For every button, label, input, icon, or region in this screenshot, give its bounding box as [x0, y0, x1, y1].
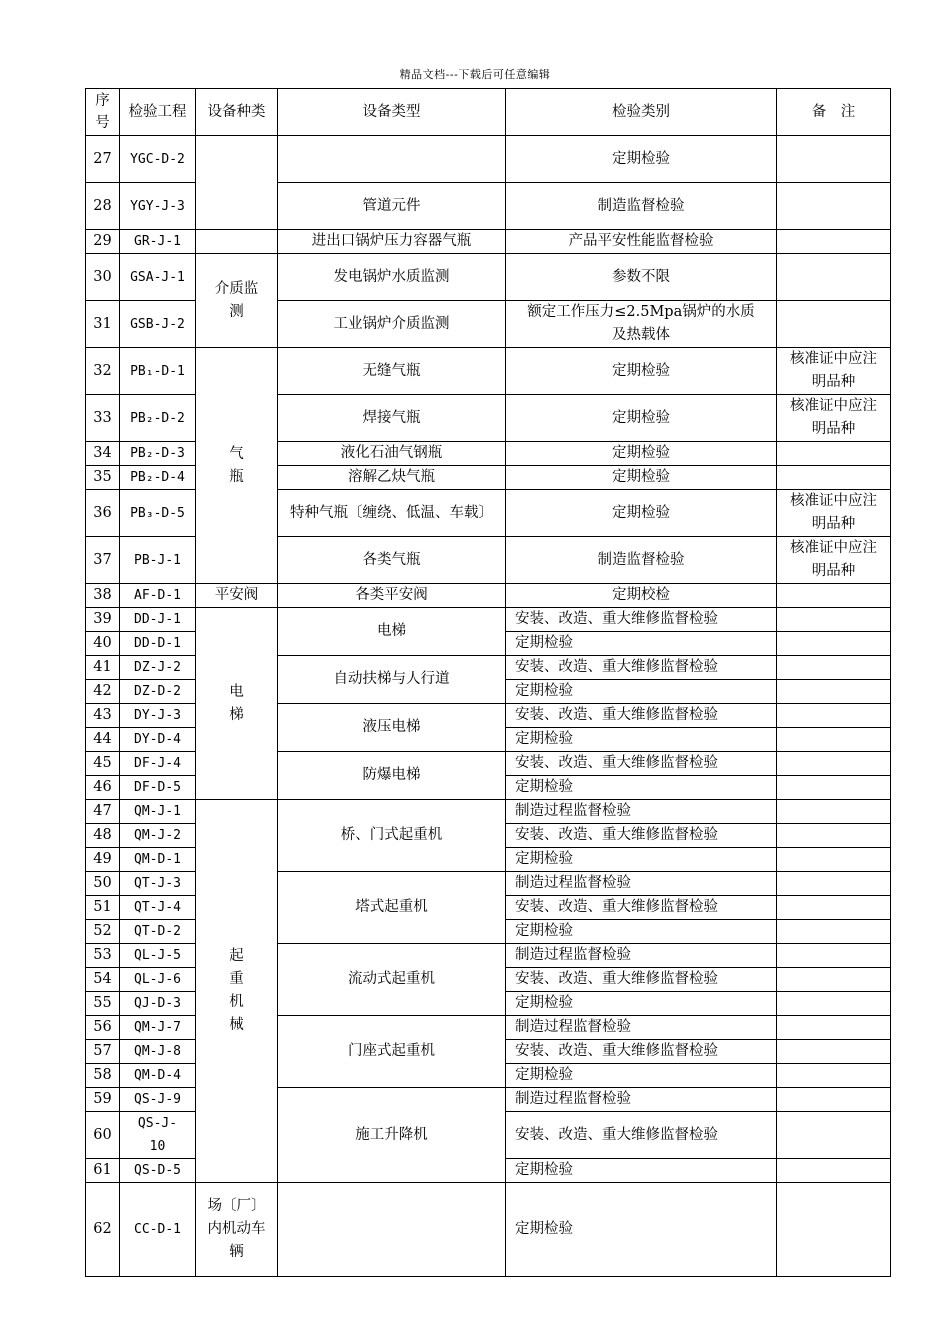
type-cell: 各类气瓶	[278, 537, 506, 584]
code-cell: QM-D-4	[120, 1064, 196, 1088]
seq-cell: 37	[86, 537, 120, 584]
table-header-row	[86, 89, 891, 136]
code-cell: PB₃-D-5	[120, 490, 196, 537]
seq-cell: 47	[86, 800, 120, 824]
remark-cell	[777, 466, 891, 490]
category-cell: 参数不限	[506, 254, 777, 301]
code-cell: GSA-J-1	[120, 254, 196, 301]
remark-cell	[777, 944, 891, 968]
code-cell: QT-J-4	[120, 896, 196, 920]
seq-cell: 27	[86, 136, 120, 183]
seq-cell: 34	[86, 442, 120, 466]
remark-cell	[777, 800, 891, 824]
category-cell: 制造过程监督检验	[506, 872, 777, 896]
category-cell: 安装、改造、重大维修监督检验	[506, 608, 777, 632]
category-cell: 定期检验	[506, 466, 777, 490]
category-cell: 安装、改造、重大维修监督检验	[506, 656, 777, 680]
seq-cell: 30	[86, 254, 120, 301]
category-cell: 制造过程监督检验	[506, 944, 777, 968]
seq-cell: 31	[86, 301, 120, 348]
remark-cell	[777, 1112, 891, 1159]
type-cell: 门座式起重机	[278, 1016, 506, 1088]
remark-cell: 核准证中应注明品种	[777, 537, 891, 584]
category-cell: 定期检验	[506, 632, 777, 656]
code-cell: DZ-J-2	[120, 656, 196, 680]
type-cell: 塔式起重机	[278, 872, 506, 944]
remark-cell	[777, 848, 891, 872]
type-cell: 发电锅炉水质监测	[278, 254, 506, 301]
remark-cell	[777, 1040, 891, 1064]
col-header-code: 检验工程	[120, 89, 196, 136]
category-cell: 定期校检	[506, 584, 777, 608]
type-cell: 电梯	[278, 608, 506, 656]
remark-cell	[777, 301, 891, 348]
kind-cell-medium: 介质监测	[196, 254, 278, 348]
category-cell: 安装、改造、重大维修监督检验	[506, 752, 777, 776]
code-cell: PB₂-D-3	[120, 442, 196, 466]
kind-cell-elevator: 电梯	[196, 608, 278, 800]
kind-cell-vehicle: 场〔厂〕内机动车辆	[196, 1183, 278, 1277]
category-cell: 制造过程监督检验	[506, 800, 777, 824]
seq-cell: 35	[86, 466, 120, 490]
type-cell: 管道元件	[278, 183, 506, 230]
seq-cell: 59	[86, 1088, 120, 1112]
code-cell: DD-D-1	[120, 632, 196, 656]
remark-cell: 核准证中应注明品种	[777, 348, 891, 395]
code-cell: PB-J-1	[120, 537, 196, 584]
remark-cell	[777, 728, 891, 752]
remark-cell	[777, 1088, 891, 1112]
remark-cell	[777, 1159, 891, 1183]
category-cell: 定期检验	[506, 920, 777, 944]
remark-cell	[777, 230, 891, 254]
seq-cell: 36	[86, 490, 120, 537]
code-cell: QT-J-3	[120, 872, 196, 896]
remark-cell	[777, 704, 891, 728]
remark-cell	[777, 632, 891, 656]
code-cell: QL-J-5	[120, 944, 196, 968]
code-cell: DY-J-3	[120, 704, 196, 728]
category-cell: 定期检验	[506, 136, 777, 183]
remark-cell	[777, 968, 891, 992]
kind-cell-crane: 起重机械	[196, 800, 278, 1183]
table-row	[86, 584, 891, 608]
inspection-table	[85, 88, 891, 1277]
seq-cell: 33	[86, 395, 120, 442]
col-header-kind: 设备种类	[196, 89, 278, 136]
type-cell	[278, 1183, 506, 1277]
code-cell: QM-J-7	[120, 1016, 196, 1040]
category-cell: 安装、改造、重大维修监督检验	[506, 896, 777, 920]
type-cell: 自动扶梯与人行道	[278, 656, 506, 704]
code-cell: YGC-D-2	[120, 136, 196, 183]
code-cell: AF-D-1	[120, 584, 196, 608]
type-cell: 特种气瓶〔缠绕、低温、车载〕	[278, 490, 506, 537]
kind-cell	[196, 230, 278, 254]
remark-cell	[777, 136, 891, 183]
category-cell: 定期检验	[506, 395, 777, 442]
category-cell: 制造监督检验	[506, 537, 777, 584]
seq-cell: 61	[86, 1159, 120, 1183]
remark-cell	[777, 752, 891, 776]
table-row	[86, 230, 891, 254]
kind-cell	[196, 136, 278, 230]
code-cell: DD-J-1	[120, 608, 196, 632]
type-cell: 焊接气瓶	[278, 395, 506, 442]
seq-cell: 38	[86, 584, 120, 608]
type-cell: 液压电梯	[278, 704, 506, 752]
seq-cell: 55	[86, 992, 120, 1016]
category-cell: 产品平安性能监督检验	[506, 230, 777, 254]
seq-cell: 57	[86, 1040, 120, 1064]
category-cell: 定期检验	[506, 680, 777, 704]
seq-cell: 28	[86, 183, 120, 230]
col-header-remark: 备 注	[777, 89, 891, 136]
remark-cell	[777, 776, 891, 800]
category-cell: 定期检验	[506, 728, 777, 752]
code-cell: QM-D-1	[120, 848, 196, 872]
remark-cell: 核准证中应注明品种	[777, 490, 891, 537]
type-cell: 进出口锅炉压力容器气瓶	[278, 230, 506, 254]
col-header-type: 设备类型	[278, 89, 506, 136]
code-cell: QM-J-1	[120, 800, 196, 824]
code-cell: QM-J-8	[120, 1040, 196, 1064]
seq-cell: 62	[86, 1183, 120, 1277]
table-row	[86, 136, 891, 183]
category-cell: 定期检验	[506, 442, 777, 466]
seq-cell: 46	[86, 776, 120, 800]
code-cell: QT-D-2	[120, 920, 196, 944]
category-cell: 制造过程监督检验	[506, 1088, 777, 1112]
type-cell: 施工升降机	[278, 1088, 506, 1183]
remark-cell	[777, 584, 891, 608]
code-cell: QS-J-9	[120, 1088, 196, 1112]
code-cell: CC-D-1	[120, 1183, 196, 1277]
type-cell: 无缝气瓶	[278, 348, 506, 395]
category-cell: 定期检验	[506, 348, 777, 395]
category-cell: 定期检验	[506, 848, 777, 872]
remark-cell	[777, 656, 891, 680]
seq-cell: 43	[86, 704, 120, 728]
code-cell: QS-D-5	[120, 1159, 196, 1183]
seq-cell: 45	[86, 752, 120, 776]
remark-cell: 核准证中应注明品种	[777, 395, 891, 442]
code-cell: QM-J-2	[120, 824, 196, 848]
code-cell: DY-D-4	[120, 728, 196, 752]
remark-cell	[777, 608, 891, 632]
remark-cell	[777, 183, 891, 230]
header-note: 精品文档---下载后可任意编辑	[399, 68, 551, 81]
code-cell: QL-J-6	[120, 968, 196, 992]
table-row	[86, 1183, 891, 1277]
category-cell: 定期检验	[506, 1064, 777, 1088]
category-cell: 定期检验	[506, 490, 777, 537]
code-cell: GR-J-1	[120, 230, 196, 254]
col-header-category: 检验类别	[506, 89, 777, 136]
remark-cell	[777, 1183, 891, 1277]
type-cell: 各类平安阀	[278, 584, 506, 608]
seq-cell: 40	[86, 632, 120, 656]
category-cell: 安装、改造、重大维修监督检验	[506, 1040, 777, 1064]
seq-cell: 48	[86, 824, 120, 848]
col-header-seq: 序号	[86, 89, 120, 136]
seq-cell: 50	[86, 872, 120, 896]
code-cell: QJ-D-3	[120, 992, 196, 1016]
seq-cell: 58	[86, 1064, 120, 1088]
code-cell: GSB-J-2	[120, 301, 196, 348]
remark-cell	[777, 872, 891, 896]
seq-cell: 53	[86, 944, 120, 968]
code-cell: PB₁-D-1	[120, 348, 196, 395]
category-cell: 制造监督检验	[506, 183, 777, 230]
type-cell: 工业锅炉介质监测	[278, 301, 506, 348]
seq-cell: 51	[86, 896, 120, 920]
remark-cell	[777, 442, 891, 466]
remark-cell	[777, 896, 891, 920]
kind-cell-cylinder: 气瓶	[196, 348, 278, 584]
category-cell: 安装、改造、重大维修监督检验	[506, 1112, 777, 1159]
table-row	[86, 800, 891, 824]
type-cell: 溶解乙炔气瓶	[278, 466, 506, 490]
category-cell: 安装、改造、重大维修监督检验	[506, 824, 777, 848]
seq-cell: 44	[86, 728, 120, 752]
code-cell: QS-J-10	[120, 1112, 196, 1159]
seq-cell: 60	[86, 1112, 120, 1159]
category-cell: 安装、改造、重大维修监督检验	[506, 704, 777, 728]
code-cell: PB₂-D-2	[120, 395, 196, 442]
seq-cell: 52	[86, 920, 120, 944]
category-cell: 制造过程监督检验	[506, 1016, 777, 1040]
remark-cell	[777, 1064, 891, 1088]
category-cell: 定期检验	[506, 1159, 777, 1183]
category-cell: 定期检验	[506, 992, 777, 1016]
seq-cell: 29	[86, 230, 120, 254]
seq-cell: 56	[86, 1016, 120, 1040]
category-cell: 定期检验	[506, 776, 777, 800]
remark-cell	[777, 680, 891, 704]
code-cell: YGY-J-3	[120, 183, 196, 230]
seq-cell: 42	[86, 680, 120, 704]
remark-cell	[777, 920, 891, 944]
code-cell: DF-D-5	[120, 776, 196, 800]
category-cell: 安装、改造、重大维修监督检验	[506, 968, 777, 992]
remark-cell	[777, 254, 891, 301]
code-cell: DZ-D-2	[120, 680, 196, 704]
type-cell: 流动式起重机	[278, 944, 506, 1016]
type-cell: 防爆电梯	[278, 752, 506, 800]
table-row	[86, 608, 891, 632]
table-row	[86, 254, 891, 301]
remark-cell	[777, 992, 891, 1016]
seq-cell: 41	[86, 656, 120, 680]
remark-cell	[777, 1016, 891, 1040]
type-cell: 液化石油气钢瓶	[278, 442, 506, 466]
type-cell: 桥、门式起重机	[278, 800, 506, 872]
table-row	[86, 348, 891, 395]
seq-cell: 54	[86, 968, 120, 992]
type-cell	[278, 136, 506, 183]
category-cell: 定期检验	[506, 1183, 777, 1277]
category-cell: 额定工作压力≤2.5Mpa锅炉的水质及热载体	[506, 301, 777, 348]
seq-cell: 49	[86, 848, 120, 872]
seq-cell: 32	[86, 348, 120, 395]
code-cell: DF-J-4	[120, 752, 196, 776]
kind-cell-valve: 平安阀	[196, 584, 278, 608]
seq-cell: 39	[86, 608, 120, 632]
remark-cell	[777, 824, 891, 848]
code-cell: PB₂-D-4	[120, 466, 196, 490]
